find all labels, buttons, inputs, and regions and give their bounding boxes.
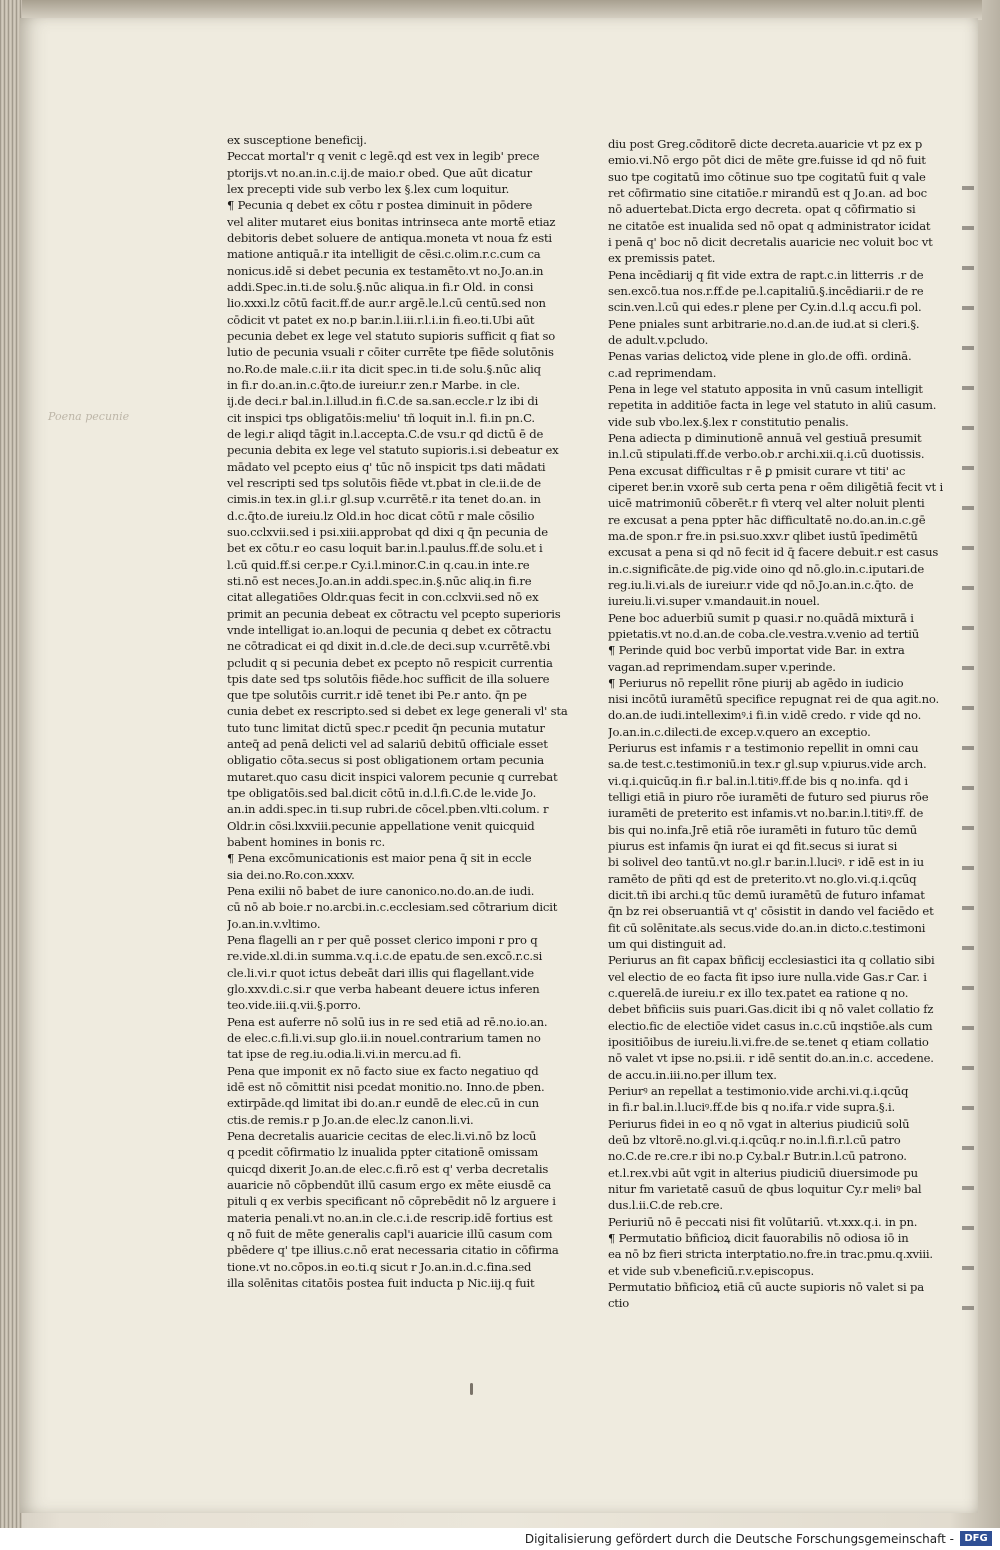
text-line: ipositiōibus de iureiu.li.vi.fre.de se.tenet q etiam collatio xyxy=(608,1035,929,1050)
text-line: Penas varias delictoꝝ vide plene in glo.de offi. ordinā. xyxy=(608,349,912,364)
text-line: reg.iu.li.vi.als de iureiur.r vide qd nō.Jo.an.in.c.q̄to. de xyxy=(608,577,914,592)
text-line: uicē matrimoniū cōberēt.r fi vterq vel alter noluit plenti xyxy=(608,496,925,511)
text-line: ptorijs.vt no.an.in.c.ij.de maio.r obed. Que aūt dicatur xyxy=(227,165,533,180)
text-line: c.ad reprimendam. xyxy=(608,365,717,380)
text-line: ciperet ber.in vxorē sub certa pena r oēm diligētiā fecit vt i xyxy=(608,479,943,494)
text-line: ppietatis.vt no.d.an.de coba.cle.vestra.v.venio ad tertiū xyxy=(608,626,919,641)
text-line: diu post Greg.cōditorē dicte decreta.auaricie vt pz ex p xyxy=(608,137,923,151)
text-line: Periurus fidei in eo q nō vgat in alterius piudiciū solū xyxy=(608,1116,910,1131)
text-line: de elec.c.fi.li.vi.sup glo.ii.in nouel.contrarium tamen no xyxy=(227,1031,541,1046)
footer-bar xyxy=(0,1528,1000,1550)
text-line: cōdicit vt patet ex no.p bar.in.l.iii.r.l.i.in fi.eo.ti.Ubi aūt xyxy=(227,312,535,327)
text-line: Pena est auferre nō solū ius in re sed etiā ad rē.no.io.an. xyxy=(227,1014,548,1029)
text-line: vel aliter mutaret eius bonitas intrinseca ante mortē etiaz xyxy=(227,214,556,229)
text-line: Periuriū nō ē peccati nisi fit volūtariū. vt.xxx.q.i. in pn. xyxy=(608,1214,918,1229)
text-line: glo.xxv.di.c.si.r que verba habeant deuere ictus inferen xyxy=(227,982,540,997)
text-line: repetita in additiōe facta in lege vel statuto in aliū casum. xyxy=(608,398,937,413)
text-line: sti.nō est neces.Jo.an.in addi.spec.in.§.nūc aliq.in fi.re xyxy=(227,573,532,588)
text-line: Periurꝰ an repellat a testimonio.vide archi.vi.q.i.qcūq xyxy=(608,1084,909,1099)
text-line: anteq̄ ad penā delicti vel ad salariū debitū officiale esset xyxy=(227,737,548,752)
text-line: addi.Spec.in.ti.de solu.§.nūc aliqua.in fi.r Old. in consi xyxy=(227,279,534,294)
text-line: pecunia debet ex lege vel statuto supioris sufficit q fiat so xyxy=(227,328,556,343)
text-line: materia penali.vt no.an.in cle.c.i.de rescrip.idē fortius est xyxy=(227,1210,553,1225)
text-line: quicqd dixerit Jo.an.de elec.c.fi.rō est q' verba decretalis xyxy=(227,1161,549,1176)
text-line: lio.xxxi.lz cōtū facit.ff.de aur.r argē.le.l.cū centū.sed non xyxy=(227,296,546,311)
text-line: ea nō bz fieri stricta interptatio.no.fre.in trac.pmu.q.xviii. xyxy=(608,1247,933,1262)
text-line: primit an pecunia debeat ex cōtractu vel pcepto superioris xyxy=(227,606,561,621)
text-line: no.Ro.de male.c.ii.r ita dicit spec.in ti.de solu.§.nūc aliq xyxy=(227,361,541,376)
text-line: debet bñficiis suis puari.Gas.dicit ibi q nō valet collatio fz xyxy=(608,1002,934,1017)
text-line: ¶ Permutatio bñficioꝝ dicit fauorabilis nō odiosa iō in xyxy=(608,1230,909,1245)
text-line: Oldr.in cōsi.lxxviii.pecunie appellatione venit quicquid xyxy=(227,818,535,833)
text-line: ctis.de remis.r p Jo.an.de elec.lz canon.li.vi. xyxy=(227,1112,474,1127)
text-line: cit inspici tps obligatōis:meliu' tñ loquit in.l. fi.in pn.C. xyxy=(227,410,535,425)
text-line: q pcedit cōfirmatio lz inualida ppter citationē omissam xyxy=(227,1145,539,1160)
text-line: Pena incēdiarij q fit vide extra de rapt.c.in litterris .r de xyxy=(608,267,924,282)
text-line: Pena que imponit ex nō facto siue ex facto negatiuo qd xyxy=(227,1063,539,1078)
text-line: Pena exilii nō babet de iure canonico.no.do.an.de iudi. xyxy=(227,884,535,899)
text-line: auaricie nō cōpbendūt illū casum ergo ex mēte eiusdē ca xyxy=(227,1178,552,1192)
text-line: dicit.tñ ibi archi.q tūc demū iuramētū de futuro infamat xyxy=(608,888,925,903)
text-line: scin.ven.l.cū qui edes.r plene per Cy.in.d.l.q accu.fi pol. xyxy=(608,300,922,315)
text-line: nitur fm varietatē casuū de qbus loquitur Cy.r meliꝰ bal xyxy=(608,1182,922,1196)
text-line: nō valet vt ipse no.psi.ii. r idē sentit do.an.in.c. accedene. xyxy=(608,1051,934,1066)
text-line: iureiu.li.vi.super v.mandauit.in nouel. xyxy=(608,594,820,609)
text-line: sia dei.no.Ro.con.xxxv. xyxy=(227,867,355,882)
text-line: tuto tunc limitat dictū spec.r pcedit q̄n pecunia mutatur xyxy=(227,720,545,735)
book-top-edge xyxy=(22,0,982,20)
book-page-edges xyxy=(0,0,22,1528)
book-page xyxy=(20,18,978,1513)
text-line: in.c.significāte.de pig.vide oino qd nō.glo.in.c.iputari.de xyxy=(608,561,925,576)
text-line: in fi.r do.an.in.c.q̄to.de iureiur.r zen.r Marbe. in cle. xyxy=(227,377,520,392)
text-line: teo.vide.iii.q.vii.§.porro. xyxy=(227,998,361,1013)
text-line: tpe obligatōis.sed bal.dicit cōtū in.d.l.fi.C.de le.vide Jo. xyxy=(227,786,537,801)
text-line: Pena decretalis auaricie cecitas de elec.li.vi.nō bz locū xyxy=(227,1129,537,1144)
text-line: que tpe solutōis currit.r idē tenet ibi Pe.r anto. q̄n pe xyxy=(227,688,527,703)
text-line: ¶ Periurus nō repellit rōne piurij ab agēdo in iudicio xyxy=(608,675,904,690)
text-line: cunia debet ex rescripto.sed si debet ex lege generali vl' sta xyxy=(227,704,568,719)
text-line: i penā q' boc nō dicit decretalis auaricie nec voluit boc vt xyxy=(608,234,933,249)
text-line: suo tpe cogitatū imo cōtinue suo tpe cogitatū fuit q vale xyxy=(608,169,926,184)
faint-bleed-text: Poena pecunie xyxy=(48,410,130,423)
text-line: Pena flagelli an r per quē posset clerico imponi r pro q xyxy=(227,933,538,948)
text-line: tione.vt no.cōpos.in eo.ti.q sicut r Jo.an.in.d.c.fina.sed xyxy=(227,1259,532,1274)
text-line: vnde intelligat io.an.loqui de pecunia q debet ex cōtractu xyxy=(227,622,552,637)
text-line: vagan.ad reprimendam.super v.perinde. xyxy=(608,659,836,674)
text-line: pituli q ex verbis specificant nō cōprebēdit nō lz arguere i xyxy=(227,1194,556,1209)
text-line: dus.l.ii.C.de reb.cre. xyxy=(608,1198,723,1213)
text-line: mādato vel pcepto eius q' tūc nō inspicit tps dati mādati xyxy=(227,459,546,474)
text-line: c.querelā.de iureiu.r ex illo tex.patet ea ratione q no. xyxy=(608,986,909,1001)
text-line: telligi etiā in piuro rōe iuramēti de futuro sed piurus rōe xyxy=(608,790,929,805)
text-line: ij.de deci.r bal.in.l.illud.in fi.C.de sa.san.eccle.r lz ibi di xyxy=(227,394,539,409)
text-line: ctio xyxy=(608,1296,630,1311)
text-line: nonicus.idē si debet pecunia ex testamēto.vt no.Jo.an.in xyxy=(227,263,544,278)
text-line: lex precepti vide sub verbo lex §.lex cum loquitur. xyxy=(227,181,510,196)
text-line: tpis date sed tps solutōis fiēde.hoc sufficit de illa soluere xyxy=(227,671,550,686)
text-line: electio.fic de electiōe videt casus in.c.cū inqstiōe.als cum xyxy=(608,1018,933,1033)
text-line: de adult.v.pcludo. xyxy=(608,332,709,347)
text-line: mutaret.quo casu dicit inspici valorem pecunie q currebat xyxy=(227,769,558,784)
text-line: tat ipse de reg.iu.odia.li.vi.in mercu.ad fi. xyxy=(227,1047,462,1062)
text-line: Jo.an.in.c.dilecti.de excep.v.quero an exceptio. xyxy=(608,724,871,739)
text-line: iuramēti de preterito est infamis.vt no.bar.in.l.titiꝰ.ff. de xyxy=(608,806,924,821)
text-line: lutio de pecunia vsuali r cōiter currēte tpe fiēde solutōnis xyxy=(227,345,554,360)
right-text-column xyxy=(608,136,968,1312)
text-line: sen.excō.tua nos.r.ff.de pe.l.capitaliū.§.incēdiarii.r de re xyxy=(608,283,924,298)
funding-notice: Digitalisierung gefördert durch die Deutsche Forschungsgemeinschaft - xyxy=(524,1532,954,1546)
text-line: cle.li.vi.r quot ictus debeāt dari illis qui flagellant.vide xyxy=(227,965,534,980)
text-line: ¶ Pena excōmunicationis est maior pena q̄ sit in eccle xyxy=(227,851,532,866)
text-line: Pena in lege vel statuto apposita in vnū casum intelligit xyxy=(608,381,923,396)
text-line: piurus est infamis q̄n iurat ei qd fit.secus si iurat si xyxy=(608,839,898,854)
text-line: fit cū solēnitate.als secus.vide do.an.in dicto.c.testimoni xyxy=(608,920,926,935)
text-line: Pene boc aduerbiū sumit p quasi.r no.quādā mixturā i xyxy=(608,610,914,625)
text-line: Periurus est infamis r a testimonio repellit in omni cau xyxy=(608,741,919,756)
text-line: an.in addi.spec.in ti.sup rubri.de cōcel.pben.vlti.colum. r xyxy=(227,802,549,817)
text-line: de legi.r aliqd tāgit in.l.accepta.C.de vsu.r qd dictū ē de xyxy=(227,426,544,441)
text-line: Pena excusat difficultas r ē ꝑ pmisit curare vt titi' ac xyxy=(608,463,906,478)
text-line: bet ex cōtu.r eo casu loquit bar.in.l.paulus.ff.de solu.et i xyxy=(227,541,543,556)
text-line: do.an.de iudi.intelleximꝰ.i fi.in v.idē credo. r vide qd no. xyxy=(608,708,922,723)
text-line: Jo.an.in.v.vltimo. xyxy=(227,916,321,931)
facing-page-fragments xyxy=(962,168,974,1318)
text-line: ne cōtradicat ei qd dixit in.d.cle.de deci.sup v.currētē.vbi xyxy=(227,639,551,654)
text-line: Permutatio bñficioꝝ etiā cū aucte supioris nō valet si pa xyxy=(608,1279,924,1294)
text-line: illa solēnitas citatōis postea fuit inducta p Nic.iij.q fuit xyxy=(227,1275,535,1290)
text-line: l.cū quid.ff.si cer.pe.r Cy.i.l.minor.C.in q.cau.in inte.re xyxy=(227,557,530,572)
text-line: de accu.in.iii.no.per illum tex. xyxy=(608,1067,777,1082)
text-line: babent homines in bonis rc. xyxy=(227,835,385,850)
text-line: ret cōfirmatio sine citatiōe.r mirandū est q Jo.an. ad boc xyxy=(608,185,927,200)
text-line: Periurus an fit capax bñficij ecclesiastici ita q collatio sibi xyxy=(608,953,935,968)
text-line: q nō fuit de mēte generalis capl'i auaricie illū casum com xyxy=(227,1226,553,1241)
text-line: ex premissis patet. xyxy=(608,251,716,266)
text-line: matione antiquā.r ita intelligit de cēsi.c.olim.r.c.cum ca xyxy=(227,247,541,262)
ink-mark xyxy=(470,1383,473,1395)
text-line: vide sub vbo.lex.§.lex r constitutio penalis. xyxy=(608,414,849,429)
text-line: emio.vi.Nō ergo pōt dici de mēte gre.fuisse id qd nō fuit xyxy=(608,153,926,168)
text-line: et vide sub v.beneficiū.r.v.episcopus. xyxy=(608,1263,814,1278)
text-line: bis qui no.infa.Jrē etiā rōe iuramēti in futuro tūc demū xyxy=(608,822,918,837)
text-line: no.C.de re.cre.r ibi no.p Cy.bal.r Butr.in.l.cū patrono. xyxy=(608,1149,907,1164)
text-line: sa.de test.c.testimoniū.in tex.r gl.sup v.piurus.vide arch. xyxy=(608,757,927,772)
left-text-column xyxy=(227,132,587,1291)
text-line: obligatio cōta.secus si post obligationem ortam pecunia xyxy=(227,753,544,768)
text-line: in.l.cū stipulati.ff.de verbo.ob.r archi.xii.q.i.cū duotissis. xyxy=(608,447,925,462)
text-line: ramēto de pñti qd est de preterito.vt no.glo.vi.q.i.qcūq xyxy=(608,871,917,886)
text-line: pcludit q si pecunia debet ex pcepto nō respicit currentia xyxy=(227,655,553,670)
text-line: bi solivel deo tantū.vt no.gl.r bar.in.l.luciꝰ. r idē est in iu xyxy=(608,855,924,870)
text-line: ¶ Perinde quid boc verbū importat vide Bar. in extra xyxy=(608,643,905,658)
text-line: Peccat mortal'r q venit c legē.qd est vex in legib' prece xyxy=(227,149,540,164)
text-line: re excusat a pena ppter hāc difficultatē no.do.an.in.c.gē xyxy=(608,512,926,527)
text-line: citat allegatiōes Oldr.quas fecit in con.cclxvii.sed nō ex xyxy=(227,590,539,605)
text-line: nō aduertebat.Dicta ergo decreta. opat q cōfirmatio si xyxy=(608,202,916,217)
text-line: extirpāde.qd limitat ibi do.an.r eundē de elec.cū in cun xyxy=(227,1096,539,1111)
text-line: Pena adiecta p diminutionē annuā vel gestiuā presumit xyxy=(608,430,922,445)
text-line: vi.q.i.quicūq.in fi.r bal.in.l.titiꝰ.ff.de bis q no.infa. qd i xyxy=(608,773,908,788)
text-line: ¶ Pecunia q debet ex cōtu r postea diminuit in pōdere xyxy=(227,198,533,213)
text-line: q̄n bz rei obseruantiā vt q' cōsistit in dando vel faciēdo et xyxy=(608,904,934,919)
text-line: cimis.in tex.in gl.i.r gl.sup v.currētē.r ita tenet do.an. in xyxy=(227,492,541,507)
text-line: pecunia debita ex lege vel statuto supioris.i.si debeatur ex xyxy=(227,443,559,458)
text-line: suo.cclxvii.sed i psi.xiii.approbat qd dixi q q̄n pecunia de xyxy=(227,524,548,539)
text-line: deū bz vltorē.no.gl.vi.q.i.qcūq.r no.in.l.fi.r.l.cū patro xyxy=(608,1133,901,1148)
text-line: debitoris debet soluere de antiqua.moneta vt noua fz esti xyxy=(227,230,552,245)
text-line: et.l.rex.vbi aūt vgit in alterius piudiciū diuersimode pu xyxy=(608,1165,918,1180)
text-line: ex susceptione beneficij. xyxy=(227,133,367,147)
text-line: re.vide.xl.di.in summa.v.q.i.c.de epatu.de sen.excō.r.c.si xyxy=(227,949,543,964)
text-line: vel rescripti sed tps solutōis fiēde vt.pbat in cle.ii.de de xyxy=(227,475,541,490)
text-line: vel electio de eo facta fit ipso iure nulla.vide Gas.r Car. i xyxy=(608,969,927,984)
text-line: Pene pniales sunt arbitrarie.no.d.an.de iud.at si cleri.§. xyxy=(608,316,920,331)
text-line: idē est nō cōmittit nisi pcedat monitio.no. Inno.de pben. xyxy=(227,1080,545,1095)
text-line: d.c.q̄to.de iureiu.lz Old.in hoc dicat cōtū r male cōsilio xyxy=(227,508,535,523)
dfg-logo: DFG xyxy=(960,1531,992,1546)
text-line: excusat a pena si qd nō fecit id q̄ facere debuit.r est casus xyxy=(608,545,939,560)
text-line: cū nō ab boie.r no.arcbi.in.c.ecclesiam.sed cōtrarium dicit xyxy=(227,900,558,915)
text-line: in fi.r bal.in.l.luciꝰ.ff.de bis q no.ifa.r vide supra.§.i. xyxy=(608,1100,895,1115)
text-line: um qui distinguit ad. xyxy=(608,937,727,952)
text-line: ma.de spon.r fre.in psi.suo.xxv.r qlibet iustū īpedimētū xyxy=(608,528,918,543)
text-line: ne citatōe est inualida sed nō opat q administrator icidat xyxy=(608,218,931,233)
text-line: nisi incōtū iuramētū specifice repugnat rei de qua agit.no. xyxy=(608,692,939,707)
text-line: pbēdere q' tpe illius.c.nō erat necessaria citatio in cōfirma xyxy=(227,1243,559,1258)
